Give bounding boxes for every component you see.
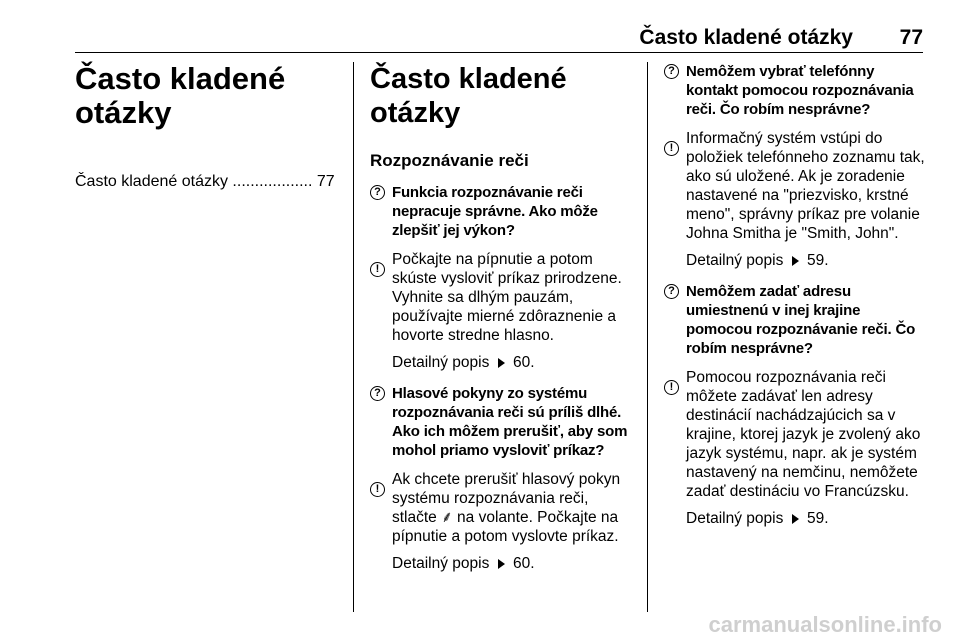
arrow-right-icon (498, 559, 505, 569)
question-circle-icon: ? (370, 386, 385, 401)
exclamation-circle-icon: ! (664, 141, 679, 156)
question (370, 384, 635, 460)
answer-text: Počkajte na pípnutie a potom skúste vysloviť príkaz prirodzene. Vyhnite sa dlhým pauzám, používajte mierné zdôraznenie a hovorte stredne hlasno. (392, 251, 622, 344)
question-circle-icon: ? (370, 185, 385, 200)
header-title: Často kladené otázky (639, 26, 853, 49)
section-title: Často kladené otázky (370, 63, 567, 129)
reference-page[interactable]: 60. (512, 555, 535, 572)
column-3 (664, 62, 929, 540)
question (664, 62, 929, 119)
answer (664, 129, 929, 243)
reference-label: Detailný popis (392, 555, 490, 572)
exclamation-circle-icon: ! (370, 262, 385, 277)
column-divider (353, 62, 354, 612)
qa-block (370, 384, 635, 573)
arrow-right-icon (792, 514, 799, 524)
reference-label: Detailný popis (392, 354, 490, 371)
answer (664, 368, 929, 501)
arrow-right-icon (792, 256, 799, 266)
column-divider (647, 62, 648, 612)
qa-block (370, 183, 635, 372)
chapter-title-line: Často kladené (75, 61, 286, 96)
question-circle-icon: ? (664, 64, 679, 79)
reference-label: Detailný popis (686, 252, 784, 269)
reference (370, 353, 635, 372)
arrow-right-icon (498, 358, 505, 368)
question (370, 183, 635, 240)
reference (370, 554, 635, 573)
qa-block (664, 282, 929, 528)
reference (664, 251, 929, 270)
column-2 (370, 62, 635, 585)
reference-page[interactable]: 59. (806, 252, 829, 269)
question-text: Nemôžem vybrať telefónny kontakt pomocou rozpoznávania reči. Čo robím nesprávne? (686, 63, 914, 118)
question-text: Nemôžem zadať adresu umiestnenú v inej krajine pomocou rozpoznávanie reči. Čo robím nesprávne? (686, 283, 916, 357)
page-header (75, 26, 923, 53)
answer (370, 250, 635, 345)
qa-block (664, 62, 929, 270)
reference-label: Detailný popis (686, 510, 784, 527)
question (664, 282, 929, 358)
question-text: Hlasové pokyny zo systému rozpoznávania reči sú príliš dlhé. Ako ich môžem prerušiť, aby som mohol priamo vysloviť príkaz? (392, 385, 628, 459)
watermark: carmanualsonline.info (708, 612, 942, 637)
exclamation-circle-icon: ! (370, 482, 385, 497)
exclamation-circle-icon: ! (664, 380, 679, 395)
reference-page[interactable]: 60. (512, 354, 535, 371)
column-1 (75, 62, 340, 192)
answer-text: Pomocou rozpoznávania reči môžete zadávať len adresy destinácií nachádzajúcich sa v krajine, ktorej jazyk je zvolený ako jazyk systému, napr. ak je systém nastavený na nemčinu, nemôžete zadať destináciu vo Francúzsku. (686, 369, 921, 500)
answer (370, 470, 635, 546)
toc-entry[interactable]: Často kladené otázky .................. 77 (75, 173, 335, 190)
reference-page[interactable]: 59. (806, 510, 829, 527)
answer-text: Informačný systém vstúpi do položiek telefónneho zoznamu tak, ako sú uložené. Ak je zoradenie nastavené na "priezvisko, krstné meno", správny príkaz pre volanie Johna Smitha je "Smith, John". (686, 130, 925, 242)
page-number: 77 (899, 26, 923, 49)
question-circle-icon: ? (664, 284, 679, 299)
subsection-title: Rozpoznávanie reči (370, 151, 529, 170)
question-text: Funkcia rozpoznávanie reči nepracuje správne. Ako môže zlepšiť jej výkon? (392, 184, 598, 239)
reference (664, 509, 929, 528)
answer-text: Ak chcete prerušiť hlasový pokyn systému rozpoznávania reči, stlačte ⸙ na volante. Počkajte na pípnutie a potom vyslovte príkaz. (392, 471, 621, 545)
chapter-title-line: otázky (75, 95, 172, 130)
chapter-title (75, 62, 340, 130)
